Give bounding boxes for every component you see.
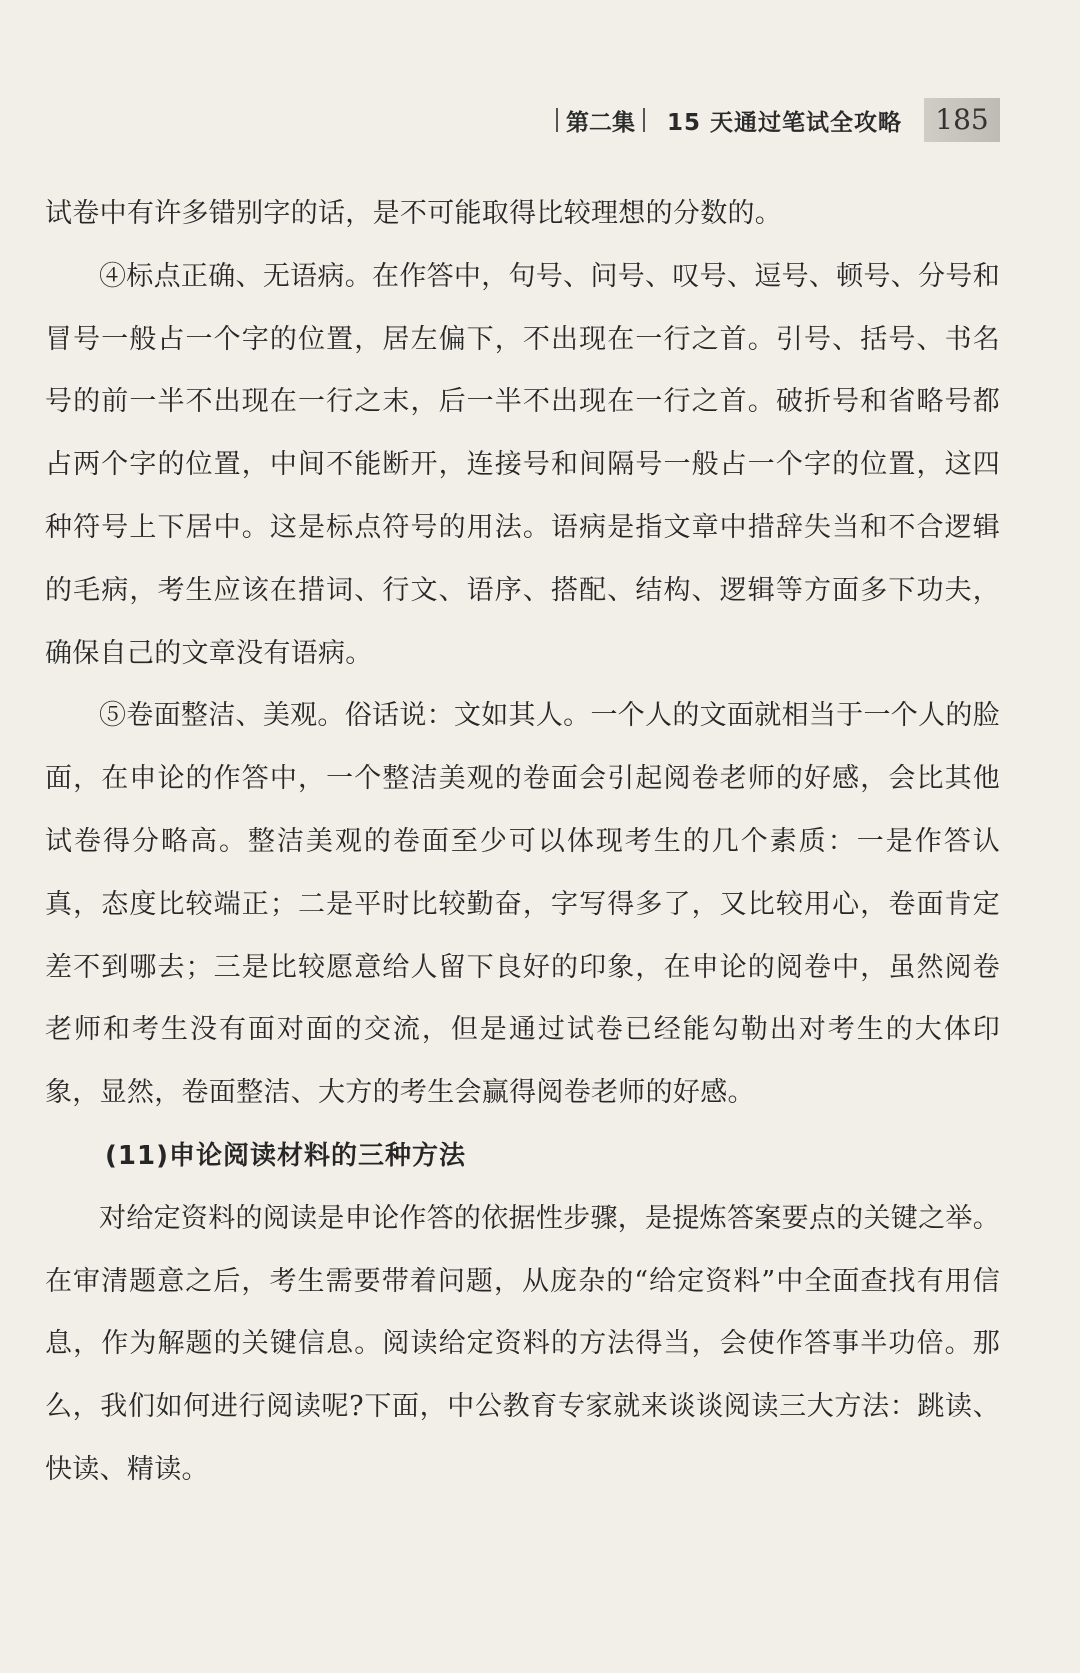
section-heading: (11)申论阅读材料的三种方法 (105, 1140, 466, 1171)
paragraph-punctuation: ④标点正确、无语病。在作答中，句号、问号、叹号、逗号、顿号、分号和冒号一般占一个字的位置，居左偏下，不出现在一行之首。引号、括号、书名号的前一半不出现在一行之末，后一半不出现在一行之首。破折号和省略号都占两个字的位置，中间不能断开，连接号和间隔号一般占一个字的位置，这四种符号上下居中。这是标点符号的用法。语病是指文章中措辞失当和不合逻辑的毛病，考生应该在措词、行文、语序、搭配、结构、逻辑等方面多下功夫，确保自己的文章没有语病。 (45, 260, 1000, 669)
paragraph-neatness: ⑤卷面整洁、美观。俗话说：文如其人。一个人的文面就相当于一个人的脸面，在申论的作答中，一个整洁美观的卷面会引起阅卷老师的好感，会比其他试卷得分略高。整洁美观的卷面至少可以体现考生的几个素质：一是作答认真，态度比较端正；二是平时比较勤奋，字写得多了，又比较用心，卷面肯定差不到哪去；三是比较愿意给人留下良好的印象，在申论的阅卷中，虽然阅卷老师和考生没有面对面的交流，但是通过试卷已经能勾勒出对考生的大体印象，显然，卷面整洁、大方的考生会赢得阅卷老师的好感。 (45, 700, 1000, 1109)
page-number: 185 (924, 98, 1000, 142)
running-header (548, 96, 1000, 144)
header-section: 第二集 (565, 109, 635, 136)
header-divider (643, 108, 645, 132)
header-book-title: 15 天通过笔试全攻略 (666, 109, 902, 136)
paragraph-reading-methods: 对给定资料的阅读是申论作答的依据性步骤，是提炼答案要点的关键之举。在审清题意之后，考生需要带着问题，从庞杂的“给定资料”中全面查找有用信息，作为解题的关键信息。阅读给定资料的方法得当，会使作答事半功倍。那么，我们如何进行阅读呢?下面，中公教育专家就来谈谈阅读三大方法：跳读、快读、精读。 (45, 1202, 1000, 1485)
header-divider (556, 108, 558, 132)
paragraph-continued: 试卷中有许多错别字的话，是不可能取得比较理想的分数的。 (45, 198, 783, 229)
page-body (45, 183, 1000, 1502)
